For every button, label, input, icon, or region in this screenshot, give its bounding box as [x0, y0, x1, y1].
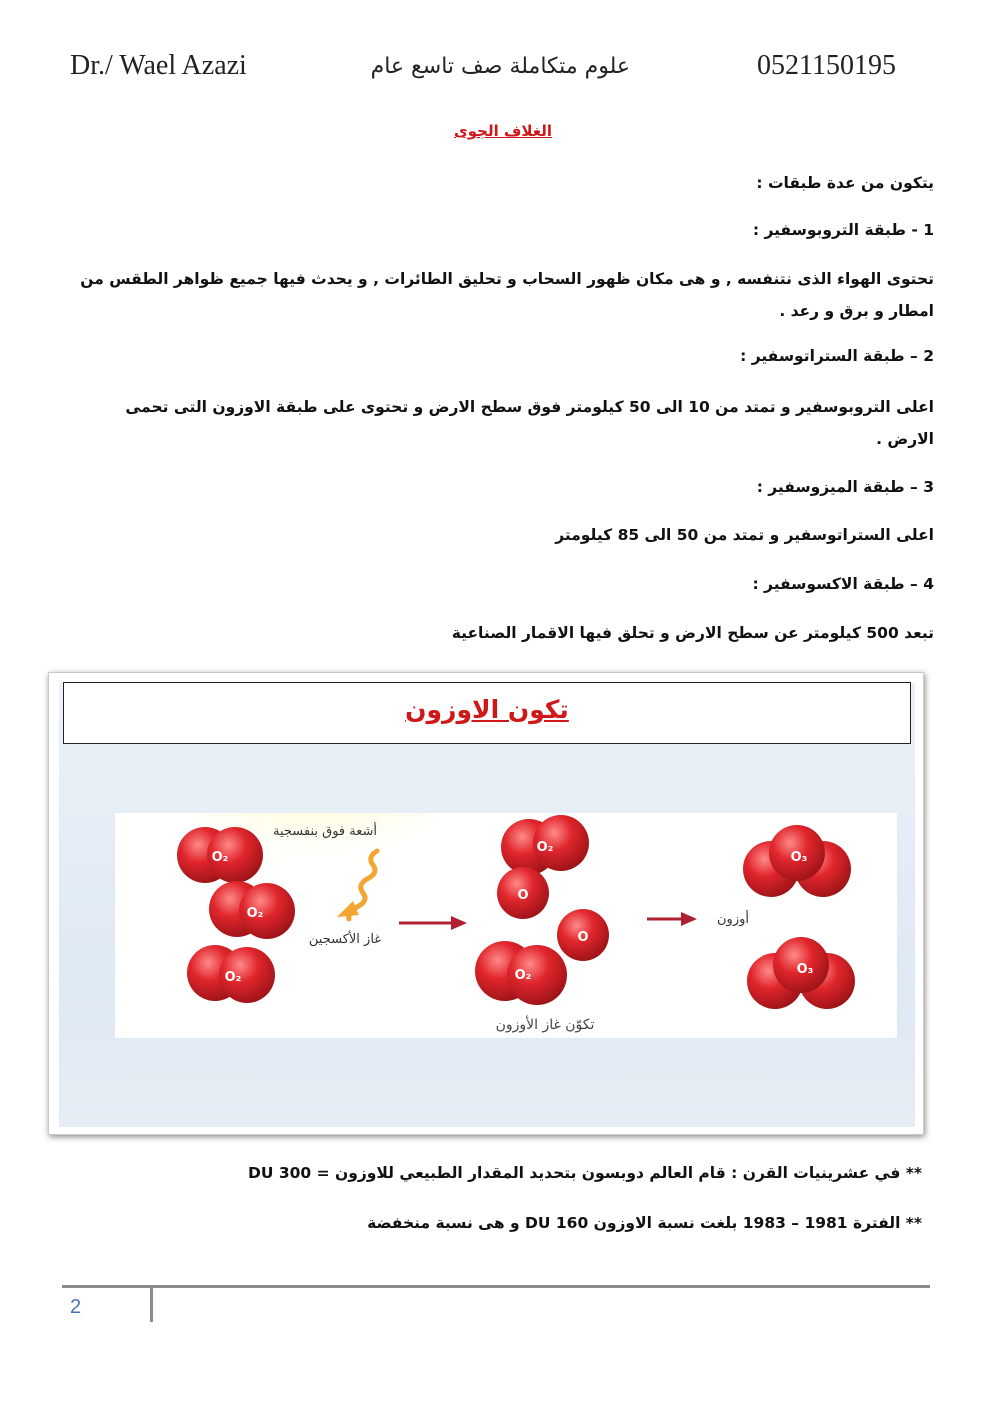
layer-4-body: تبعد 500 كيلومتر عن سطح الارض و تحلق فيها الاقمار الصناعية [451, 624, 934, 642]
ozone-diagram [115, 813, 897, 1038]
o2-molecule [177, 827, 263, 883]
page-number: 2 [70, 1296, 82, 1318]
reaction-arrow-1 [399, 916, 467, 930]
layer-3-heading: 3 – طبقة الميزوسفير : [756, 478, 934, 496]
layer-1-body: تحتوى الهواء الذى نتنفسه , و هى مكان ظهور السحاب و تحليق الطائرات , و يحدث فيها جميع ظواهر الطقس من امطار و برق و رعد . [80, 270, 934, 320]
header-subject: علوم متكاملة صف تاسع عام [370, 54, 630, 79]
o2-symbol: O₂ [211, 850, 229, 865]
o2-symbol: O₂ [246, 906, 264, 921]
oxygen-gas-label: غاز الأكسجين [308, 932, 382, 947]
o2-molecule [501, 815, 589, 875]
o2-symbol: O₂ [536, 840, 554, 855]
o-symbol: O [517, 888, 529, 903]
o2-molecule [475, 941, 567, 1005]
figure-caption: تكوّن غاز الأوزون [495, 1017, 595, 1033]
header-author: Dr./ Wael Azazi [70, 50, 247, 81]
o3-molecule [747, 937, 855, 1009]
footer-divider [62, 1285, 930, 1288]
o3-symbol: O₃ [790, 850, 808, 865]
o2-molecule [209, 881, 295, 939]
note-ozone-low: ** الفترة 1981 – 1983 بلغت نسبة الاوزون 160 DU و هى نسبة منخفضة [367, 1214, 922, 1232]
uv-arrowhead [337, 901, 359, 917]
page-title: الغلاف الجوى [453, 122, 552, 140]
o-symbol: O [577, 930, 589, 945]
o2-molecule [187, 945, 275, 1003]
o-atom [497, 867, 549, 919]
figure-title-box [63, 682, 911, 744]
footer-tick [150, 1288, 153, 1322]
ozone-diagram-svg [115, 813, 897, 1038]
ozone-label: أوزون [717, 912, 749, 927]
layer-2-heading: 2 – طبقة الستراتوسفير : [740, 347, 934, 365]
layer-3-body: اعلى الستراتوسفير و تمتد من 50 الى 85 كيلومتر [555, 526, 934, 544]
intro-text: يتكون من عدة طبقات : [756, 174, 934, 192]
reaction-arrow-2 [647, 912, 697, 926]
layer-4-heading: 4 – طبقة الاكسوسفير : [752, 575, 934, 593]
o-atom [557, 909, 609, 961]
o2-symbol: O₂ [514, 968, 532, 983]
figure-title: تكون الاوزون [405, 695, 569, 724]
layer-1-heading: 1 - طبقة التروبوسفير : [752, 221, 934, 239]
header-phone: 0521150195 [757, 50, 896, 81]
ozone-figure [48, 672, 924, 1135]
note-dobson: ** في عشرينيات القرن : قام العالم دوبسون بتحديد المقدار الطبيعي للاوزون = 300 DU [247, 1164, 922, 1182]
o2-symbol: O₂ [224, 970, 242, 985]
layer-2-body: اعلى التروبوسفير و تمتد من 10 الى 50 كيلومتر فوق سطح الارض و تحتوى على طبقة الاوزون التى تحمى الارض . [125, 398, 934, 448]
o3-symbol: O₃ [796, 962, 814, 977]
o3-molecule [743, 825, 851, 897]
uv-label: أشعة فوق بنفسجية [272, 824, 378, 839]
